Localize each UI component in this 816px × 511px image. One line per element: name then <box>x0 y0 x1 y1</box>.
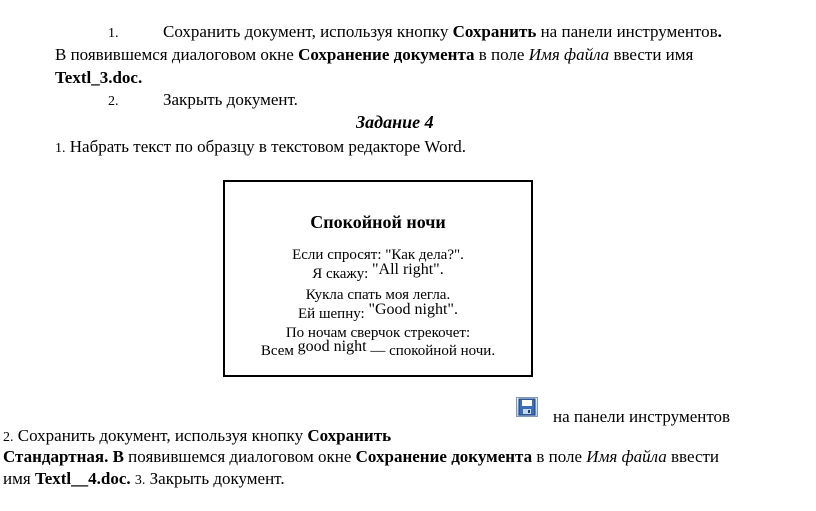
paragraph-4-line-3: имя Textl__4.doc. 3. Закрыть документ. <box>3 469 285 488</box>
text: В появившемся диалоговом окне Сохранение документа в поле Имя файла ввести имя <box>55 45 694 64</box>
task-heading: Задание 4 <box>356 112 434 132</box>
filename: Textl__4.doc. <box>34 469 131 488</box>
poem-line-3: Кукла спать моя легла. <box>305 287 451 303</box>
list-number: 1. <box>55 141 66 156</box>
list-number: 3. <box>134 473 146 488</box>
bold-text: Сохранить <box>452 22 537 41</box>
poem-line-1: Если спросят: "Как дела?". <box>292 247 464 263</box>
text: на панели инструментов <box>536 22 718 41</box>
poem-box <box>223 180 533 377</box>
paragraph-3 <box>55 137 466 159</box>
paragraph-1-line-1 <box>108 22 722 44</box>
poem-title: Спокойной ночи <box>310 212 446 232</box>
text: Набрать текст по образцу в текстовом редакторе Word. <box>65 137 466 156</box>
paragraph-4-line-1: 2. Сохранить документ, используя кнопку Сохранить <box>3 426 392 445</box>
paragraph-1-line-2 <box>55 45 755 65</box>
toolbar-text: на панели инструментов <box>553 407 731 426</box>
paragraph-1-line-3 <box>55 68 142 88</box>
paragraph-2 <box>108 90 298 112</box>
list-number: 2. <box>108 94 119 109</box>
poem-line-6: Всем good night — спокойной ночи. <box>260 338 496 359</box>
bold-text: . <box>717 22 722 41</box>
filename: Textl_3.doc. <box>55 68 143 87</box>
text: Сохранить документ, используя кнопку <box>163 22 453 41</box>
text: Закрыть документ. <box>163 90 298 109</box>
poem-line-5: По ночам сверчок стрекочет: <box>285 325 471 341</box>
paragraph-4-line-2: Стандартная. В появившемся диалоговом окне Сохранение документа в поле Имя файла ввести <box>3 447 720 466</box>
poem-line-4: Ей шепну: "Good night". <box>298 301 458 322</box>
list-number: 1. <box>108 26 119 41</box>
floppy-disk-icon <box>516 397 538 417</box>
poem-line-2: Я скажу: "All right". <box>312 261 444 282</box>
list-number: 2. <box>3 430 14 445</box>
